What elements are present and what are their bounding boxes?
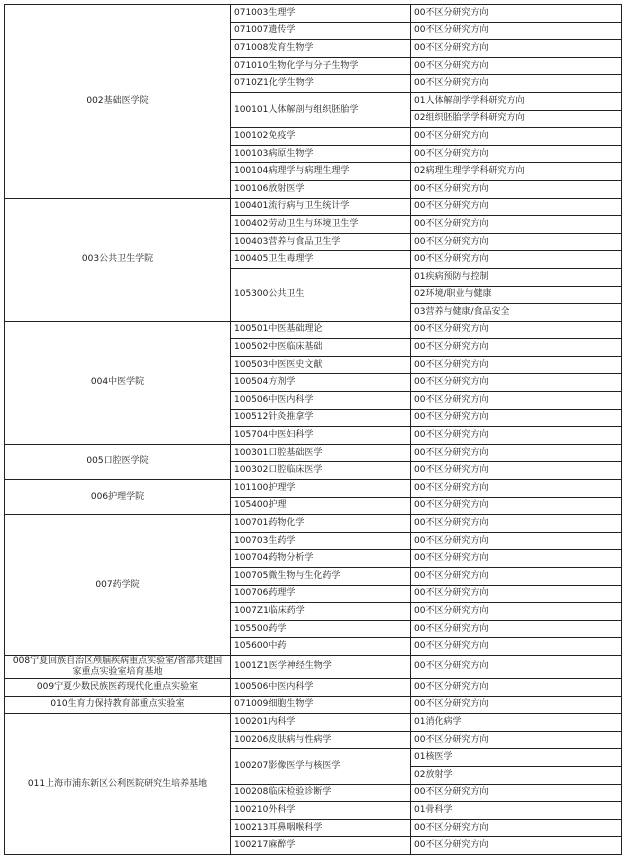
direction-cell: 00不区分研究方向 — [411, 819, 622, 837]
direction-cell: 00不区分研究方向 — [411, 784, 622, 802]
major-cell: 100210外科学 — [231, 802, 411, 820]
major-cell: 100705微生物与生化药学 — [231, 568, 411, 586]
major-cell: 100102免疫学 — [231, 128, 411, 146]
direction-cell: 00不区分研究方向 — [411, 655, 622, 678]
direction-cell: 00不区分研究方向 — [411, 40, 622, 58]
direction-cell: 00不区分研究方向 — [411, 731, 622, 749]
major-cell: 071008发育生物学 — [231, 40, 411, 58]
direction-cell: 00不区分研究方向 — [411, 620, 622, 638]
table-row — [5, 515, 622, 533]
direction-cell: 00不区分研究方向 — [411, 696, 622, 714]
major-cell: 0710Z1化学生物学 — [231, 75, 411, 93]
college-cell: 007药学院 — [5, 515, 231, 656]
college-cell: 002基础医学院 — [5, 5, 231, 199]
major-cell: 100401流行病与卫生统计学 — [231, 198, 411, 216]
major-cell: 100403营养与食品卫生学 — [231, 233, 411, 251]
major-cell: 100104病理学与病理生理学 — [231, 163, 411, 181]
direction-cell: 00不区分研究方向 — [411, 568, 622, 586]
major-cell: 100701药物化学 — [231, 515, 411, 533]
major-cell: 071009细胞生物学 — [231, 696, 411, 714]
college-cell: 008宁夏回族自治区颅脑疾病重点实验室/省部共建国家重点实验室培育基地 — [5, 655, 231, 678]
table-row — [5, 5, 622, 23]
direction-cell: 00不区分研究方向 — [411, 497, 622, 515]
direction-cell: 00不区分研究方向 — [411, 180, 622, 198]
major-cell: 100506中医内科学 — [231, 678, 411, 696]
major-cell: 071007遗传学 — [231, 22, 411, 40]
major-cell: 100206皮肤病与性病学 — [231, 731, 411, 749]
major-cell: 100706药理学 — [231, 585, 411, 603]
direction-cell: 00不区分研究方向 — [411, 57, 622, 75]
table-row — [5, 444, 622, 462]
major-cell: 100103病原生物学 — [231, 145, 411, 163]
direction-cell: 02组织胚胎学学科研究方向 — [411, 110, 622, 128]
direction-cell: 02环境/职业与健康 — [411, 286, 622, 304]
table-row — [5, 655, 622, 678]
major-catalog-table — [4, 4, 622, 855]
direction-cell: 01疾病预防与控制 — [411, 268, 622, 286]
college-cell: 005口腔医学院 — [5, 444, 231, 479]
major-cell: 100506中医内科学 — [231, 392, 411, 410]
direction-cell: 00不区分研究方向 — [411, 585, 622, 603]
major-cell: 105704中医妇科学 — [231, 427, 411, 445]
direction-cell: 01骨科学 — [411, 802, 622, 820]
major-cell: 100704药物分析学 — [231, 550, 411, 568]
direction-cell: 03营养与健康/食品安全 — [411, 304, 622, 322]
college-cell: 009宁夏少数民族医药现代化重点实验室 — [5, 678, 231, 696]
major-cell: 100703生药学 — [231, 532, 411, 550]
catalog-table-wrapper — [4, 4, 622, 855]
major-cell: 100207影像医学与核医学 — [231, 749, 411, 784]
direction-cell: 00不区分研究方向 — [411, 409, 622, 427]
major-cell: 100213耳鼻咽喉科学 — [231, 819, 411, 837]
direction-cell: 00不区分研究方向 — [411, 22, 622, 40]
major-cell: 105500药学 — [231, 620, 411, 638]
major-cell: 100402劳动卫生与环境卫生学 — [231, 216, 411, 234]
direction-cell: 00不区分研究方向 — [411, 678, 622, 696]
direction-cell: 00不区分研究方向 — [411, 145, 622, 163]
direction-cell: 02放射学 — [411, 766, 622, 784]
direction-cell: 00不区分研究方向 — [411, 427, 622, 445]
direction-cell: 01核医学 — [411, 749, 622, 767]
college-cell: 006护理学院 — [5, 480, 231, 515]
major-cell: 100502中医临床基础 — [231, 339, 411, 357]
major-cell: 071010生物化学与分子生物学 — [231, 57, 411, 75]
major-cell: 100106放射医学 — [231, 180, 411, 198]
table-body — [5, 5, 622, 855]
major-cell: 105300公共卫生 — [231, 268, 411, 321]
major-cell: 100301口腔基础医学 — [231, 444, 411, 462]
direction-cell: 00不区分研究方向 — [411, 5, 622, 23]
direction-cell: 00不区分研究方向 — [411, 462, 622, 480]
college-cell: 010生育力保持教育部重点实验室 — [5, 696, 231, 714]
direction-cell: 00不区分研究方向 — [411, 321, 622, 339]
table-row — [5, 321, 622, 339]
direction-cell: 00不区分研究方向 — [411, 444, 622, 462]
direction-cell: 00不区分研究方向 — [411, 638, 622, 656]
major-cell: 105600中药 — [231, 638, 411, 656]
major-cell: 100405卫生毒理学 — [231, 251, 411, 269]
major-cell: 1001Z1医学神经生物学 — [231, 655, 411, 678]
major-cell: 100217麻醉学 — [231, 837, 411, 855]
major-cell: 101100护理学 — [231, 480, 411, 498]
table-row — [5, 696, 622, 714]
major-cell: 100201内科学 — [231, 714, 411, 732]
major-cell: 100302口腔临床医学 — [231, 462, 411, 480]
direction-cell: 00不区分研究方向 — [411, 532, 622, 550]
direction-cell: 00不区分研究方向 — [411, 392, 622, 410]
direction-cell: 00不区分研究方向 — [411, 233, 622, 251]
major-cell: 1007Z1临床药学 — [231, 603, 411, 621]
major-cell: 071003生理学 — [231, 5, 411, 23]
direction-cell: 00不区分研究方向 — [411, 339, 622, 357]
direction-cell: 00不区分研究方向 — [411, 837, 622, 855]
direction-cell: 02病理生理学学科研究方向 — [411, 163, 622, 181]
direction-cell: 01消化病学 — [411, 714, 622, 732]
major-cell: 100501中医基础理论 — [231, 321, 411, 339]
direction-cell: 00不区分研究方向 — [411, 198, 622, 216]
college-cell: 003公共卫生学院 — [5, 198, 231, 321]
major-cell: 100101人体解剖与组织胚胎学 — [231, 92, 411, 127]
major-cell: 100208临床检验诊断学 — [231, 784, 411, 802]
table-row — [5, 714, 622, 732]
direction-cell: 00不区分研究方向 — [411, 515, 622, 533]
direction-cell: 00不区分研究方向 — [411, 603, 622, 621]
college-cell: 004中医学院 — [5, 321, 231, 444]
table-row — [5, 480, 622, 498]
table-row — [5, 198, 622, 216]
direction-cell: 00不区分研究方向 — [411, 251, 622, 269]
college-cell: 011上海市浦东新区公利医院研究生培养基地 — [5, 714, 231, 855]
major-cell: 100503中医医史文献 — [231, 356, 411, 374]
major-cell: 105400护理 — [231, 497, 411, 515]
direction-cell: 00不区分研究方向 — [411, 356, 622, 374]
table-row — [5, 678, 622, 696]
direction-cell: 00不区分研究方向 — [411, 550, 622, 568]
major-cell: 100504方剂学 — [231, 374, 411, 392]
direction-cell: 00不区分研究方向 — [411, 75, 622, 93]
direction-cell: 00不区分研究方向 — [411, 480, 622, 498]
direction-cell: 00不区分研究方向 — [411, 374, 622, 392]
major-cell: 100512针灸推拿学 — [231, 409, 411, 427]
direction-cell: 00不区分研究方向 — [411, 216, 622, 234]
direction-cell: 01人体解剖学学科研究方向 — [411, 92, 622, 110]
direction-cell: 00不区分研究方向 — [411, 128, 622, 146]
